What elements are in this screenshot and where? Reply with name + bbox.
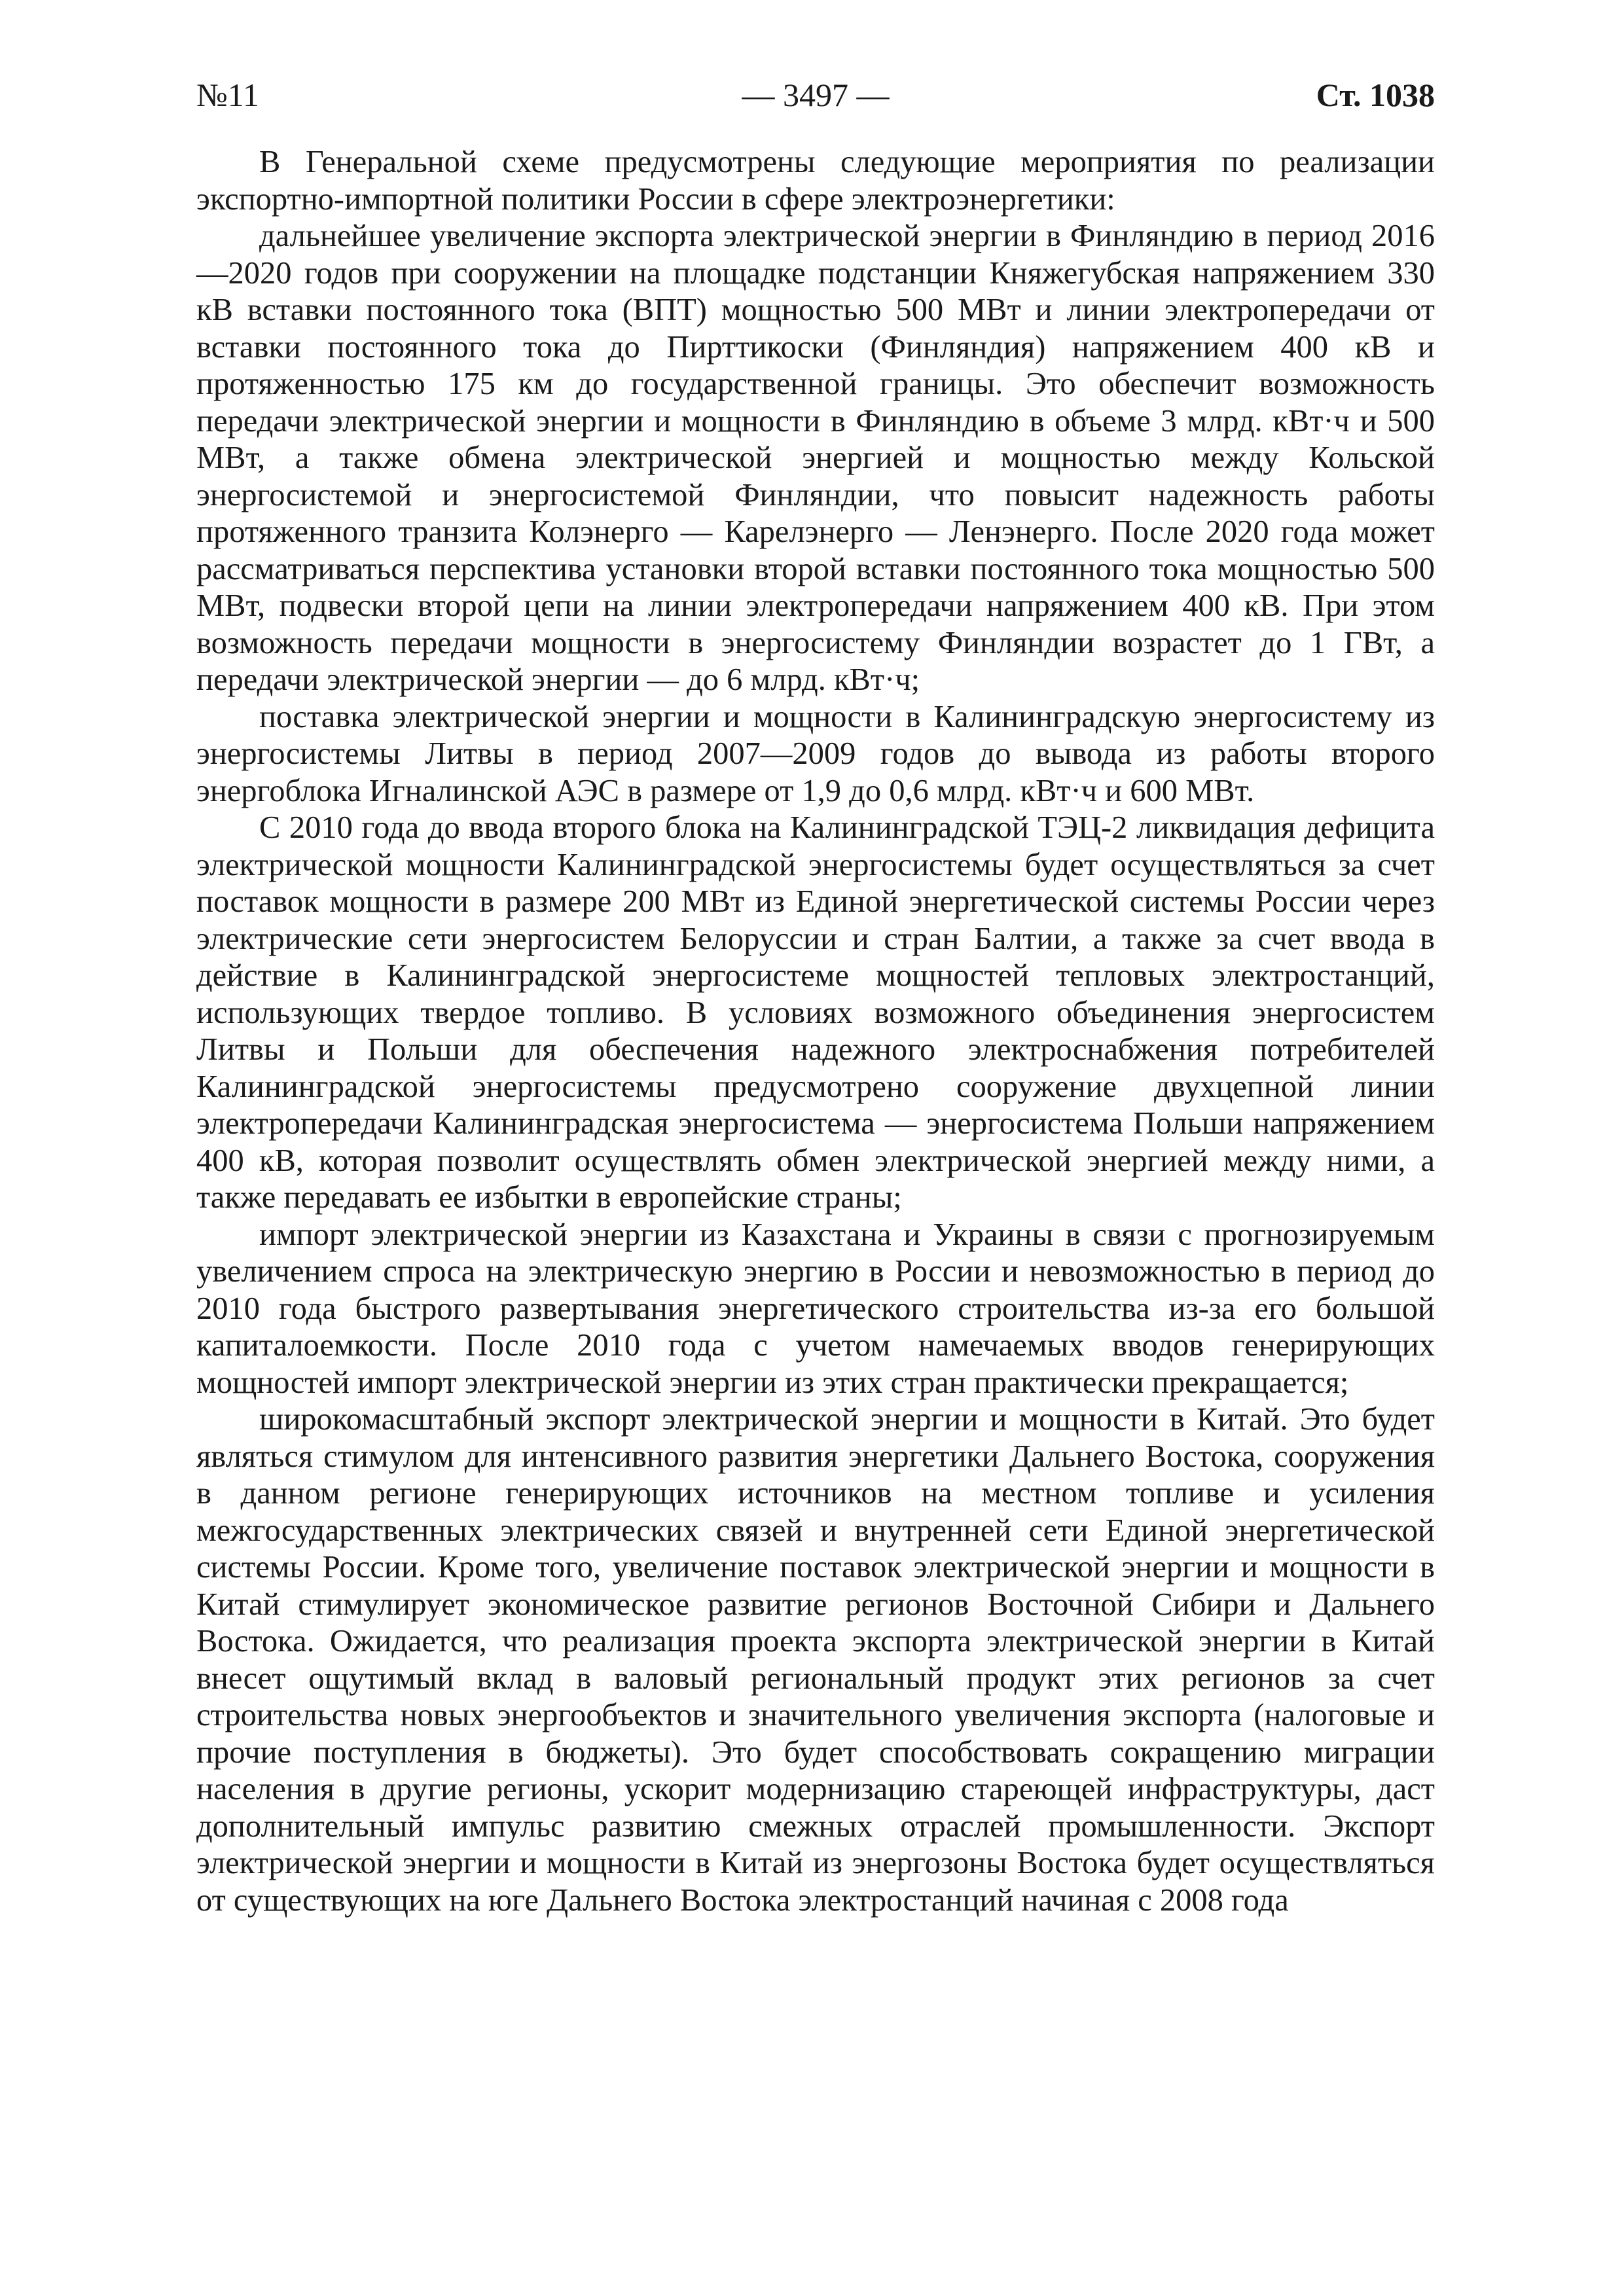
issue-number: №11 (196, 77, 259, 113)
document-body (196, 144, 1435, 1919)
document-page (196, 72, 1435, 1919)
paragraph-china-export: широкомасштабный экспорт электрической энергии и мощности в Китай. Это будет являться стимулом для интенсивного развития энергетики Дальнего Востока, сооружения в данном регионе генерирующих источников на местном топливе и усиления межгосударственных электрических связей и внутренней сети Единой энергетической системы России. Кроме того, увеличение поставок электрической энергии и мощности в Китай стимулирует экономическое развитие регионов Восточной Сибири и Дальнего Востока. Ожидается, что реализация проекта экспорта электрической энергии в Китай внесет ощутимый вклад в валовый региональный продукт этих регионов за счет строительства новых энергообъектов и значительного увеличения экспорта (налоговые и прочие поступления в бюджеты). Это будет способствовать сокращению миграции населения в другие регионы, ускорит модернизацию стареющей инфраструктуры, даст дополнительный импульс развитию смежных отраслей промышленности. Экспорт электрической энергии и мощности в Китай из энергозоны Востока будет осуществляться от существующих на юге Дальнего Востока электростанций начиная с 2008 года (196, 1402, 1435, 1918)
paragraph-kaliningrad-supply: поставка электрической энергии и мощности в Калининградскую энергосистему из энергосистемы Литвы в период 2007—2009 годов до вывода из работы второго энергоблока Игналинской АЭС в размере от 1,9 до 0,6 млрд. кВт·ч и 600 МВт. (196, 699, 1435, 808)
page-header (196, 72, 1435, 118)
article-number: Ст. 1038 (1316, 77, 1435, 113)
paragraph-import: импорт электрической энергии из Казахстана и Украины в связи с прогнозируемым увеличением спроса на электрическую энергию в России и невозможностью в период до 2010 года быстрого развертывания энергетического строительства из-за его большой капиталоемкости. После 2010 года с учетом намечаемых вводов генерирующих мощностей импорт электрической энергии из этих стран практически прекращается; (196, 1217, 1435, 1400)
paragraph-finland-export: дальнейшее увеличение экспорта электрической энергии в Финляндию в период 2016—2020 годов при сооружении на площадке подстанции Княжегубская напряжением 330 кВ вставки постоянного тока (ВПТ) мощностью 500 МВт и линии электропередачи от вставки постоянного тока до Пирттикоски (Финляндия) напряжением 400 кВ и протяженностью 175 км до государственной границы. Это обеспечит возможность передачи электрической энергии и мощности в Финляндию в объеме 3 млрд. кВт·ч и 500 МВт, а также обмена электрической энергией и мощностью между Кольской энергосистемой и энергосистемой Финляндии, что повысит надежность работы протяженного транзита Колэнерго — Карелэнерго — Ленэнерго. После 2020 года может рассматриваться перспектива установки второй вставки постоянного тока мощностью 500 МВт, подвески второй цепи на линии электропередачи напряжением 400 кВ. При этом возможность передачи мощности в энергосистему Финляндии возрастет до 1 ГВт, а передачи электрической энергии — до 6 млрд. кВт·ч; (196, 219, 1435, 697)
paragraph-intro: В Генеральной схеме предусмотрены следующие мероприятия по реализации экспортно-импортной политики России в сфере электроэнергетики: (196, 145, 1435, 217)
page-number: — 3497 — (742, 77, 890, 113)
paragraph-kaliningrad-deficit: С 2010 года до ввода второго блока на Калининградской ТЭЦ-2 ликвидация дефицита электрической мощности Калининградской энергосистемы будет осуществляться за счет поставок мощности в размере 200 МВт из Единой энергетической системы России через электрические сети энергосистем Белоруссии и стран Балтии, а также за счет ввода в действие в Калининградской энергосистеме мощностей тепловых электростанций, использующих твердое топливо. В условиях возможного объединения энергосистем Литвы и Польши для обеспечения надежного электроснабжения потребителей Калининградской энергосистемы предусмотрено сооружение двухцепной линии электропередачи Калининградская энергосистема — энергосистема Польши напряжением 400 кВ, которая позволит осуществлять обмен электрической энергией между ними, а также передавать ее избытки в европейские страны; (196, 810, 1435, 1215)
